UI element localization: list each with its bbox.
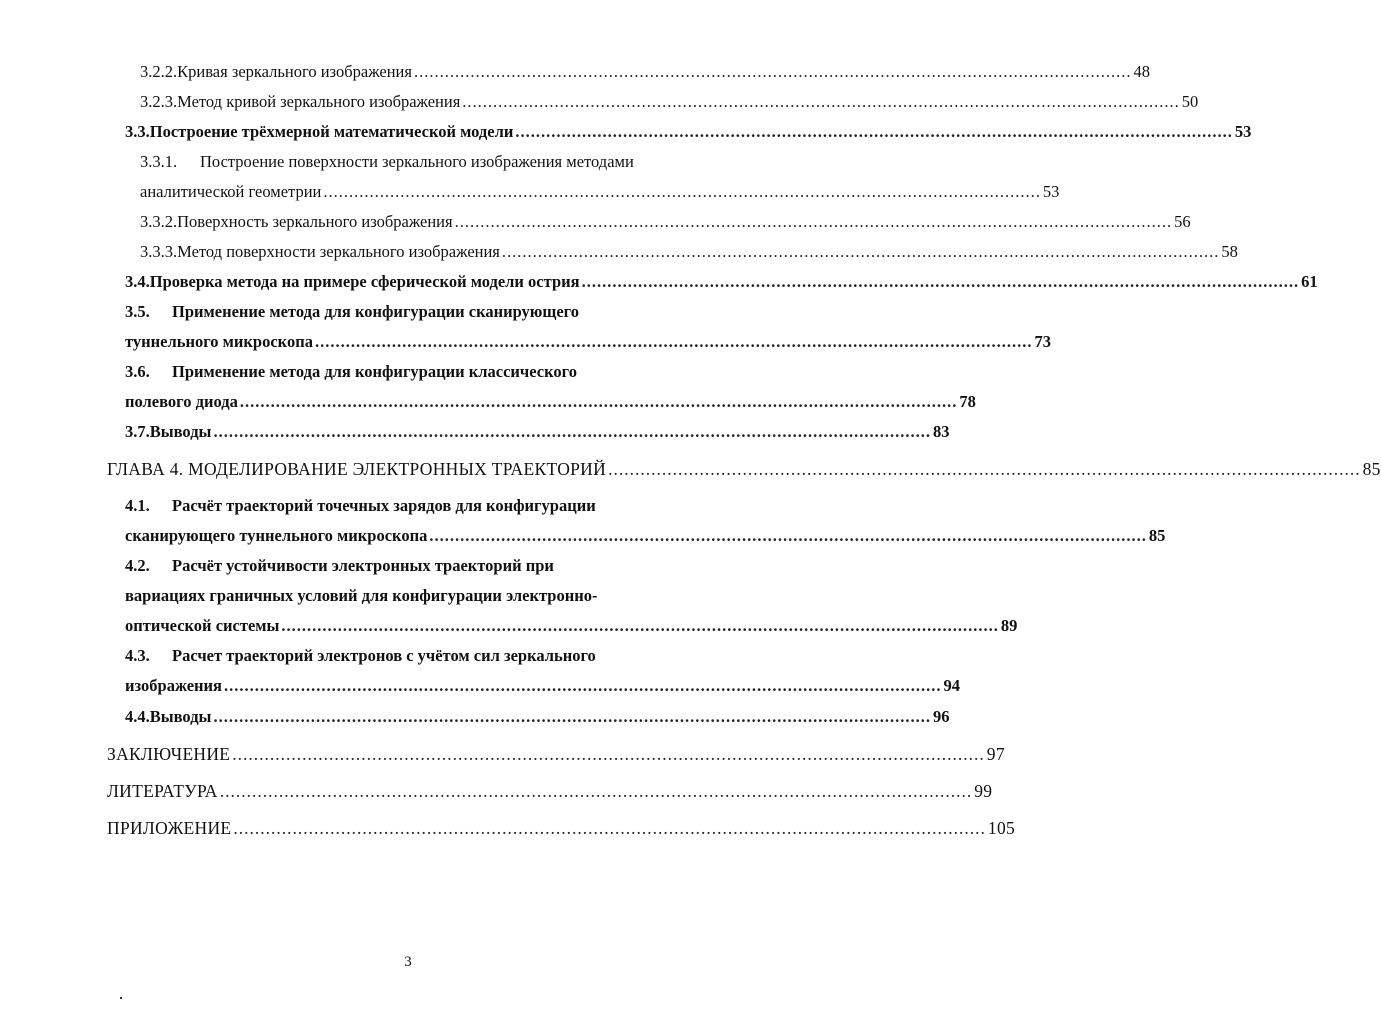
toc-entry-conclusion xyxy=(107,734,1005,764)
toc-entry-3-3-1 xyxy=(140,142,678,172)
toc-number: 3.3.3. xyxy=(140,242,178,261)
toc-number: 3.4. xyxy=(125,272,150,291)
toc-number: 3.6. xyxy=(125,362,150,381)
dot-leader: ............................................................................................................................................ xyxy=(501,242,1220,261)
toc-page: 94 xyxy=(943,676,960,695)
toc-title: ЛИТЕРАТУРА xyxy=(107,781,218,801)
dot-leader: ............................................................................................................................................ xyxy=(515,122,1233,141)
dot-leader: ............................................................................................................................................ xyxy=(314,332,1033,351)
toc-page: 73 xyxy=(1034,332,1051,351)
toc-number: 3.2.2. xyxy=(140,62,178,81)
dot-leader: ............................................................................................................................................ xyxy=(219,781,973,801)
toc-title: полевого диода xyxy=(125,392,238,411)
toc-page: 58 xyxy=(1221,242,1238,261)
toc-page: 48 xyxy=(1133,62,1150,81)
toc-number: 4.4. xyxy=(125,707,150,726)
toc-number: 3.5. xyxy=(125,302,150,321)
toc-title: Расчёт траекторий точечных зарядов для конфигурации xyxy=(172,496,596,515)
toc-title: Применение метода для конфигурации сканирующего xyxy=(172,302,580,321)
toc-entry-4-2-cont2 xyxy=(125,606,1018,636)
toc-title: Выводы xyxy=(149,707,212,726)
dot-leader: ............................................................................................................................................ xyxy=(454,212,1173,231)
toc-page: 56 xyxy=(1174,212,1191,231)
toc-entry-3-6 xyxy=(125,352,678,382)
dot-leader: ............................................................................................................................................ xyxy=(239,392,958,411)
toc-title: туннельного микроскопа xyxy=(125,332,313,351)
toc-page: 53 xyxy=(1234,122,1252,141)
dot-leader: ............................................................................................................................................ xyxy=(233,818,986,838)
toc-entry-4-2 xyxy=(125,546,678,576)
toc-page: 50 xyxy=(1181,92,1199,111)
toc-number: 4.1. xyxy=(125,496,150,515)
toc-entry-3-7 xyxy=(125,412,950,442)
toc-title: ПРИЛОЖЕНИЕ xyxy=(107,818,232,838)
toc-title: сканирующего туннельного микроскопа xyxy=(125,526,428,545)
dot-leader: ............................................................................................................................................ xyxy=(223,676,942,695)
toc-page: 89 xyxy=(1000,616,1018,635)
dot-leader: ............................................................................................................................................ xyxy=(581,272,1300,291)
toc-entry-4-1-cont xyxy=(125,516,1166,546)
dot-leader: ............................................................................................................................................ xyxy=(232,744,985,764)
toc-page: 85 xyxy=(1148,526,1166,545)
toc-entry-3-5-cont xyxy=(125,322,1051,352)
toc-entry-4-1 xyxy=(125,486,678,516)
dot-leader: ............................................................................................................................................ xyxy=(213,422,931,441)
toc-entry-4-4 xyxy=(125,697,950,727)
toc-entry-3-3-3 xyxy=(140,232,1238,262)
toc-number: 3.3. xyxy=(125,122,150,141)
toc-entry-chapter-4 xyxy=(107,449,1381,479)
toc-entry-literature xyxy=(107,771,993,801)
toc-entry-3-6-cont xyxy=(125,382,976,412)
toc-title: Кривая зеркального изображения xyxy=(177,62,412,81)
toc-title: Проверка метода на примере сферической модели острия xyxy=(149,272,580,291)
toc-entry-4-3 xyxy=(125,636,678,666)
toc-page: 97 xyxy=(986,744,1005,764)
dot-leader: ............................................................................................................................................ xyxy=(462,92,1180,111)
toc-title: Построение поверхности зеркального изображения методами xyxy=(200,152,634,171)
toc-title: оптической системы xyxy=(125,616,280,635)
toc-number: 4.3. xyxy=(125,646,150,665)
toc-title: ГЛАВА 4. МОДЕЛИРОВАНИЕ ЭЛЕКТРОННЫХ ТРАЕКТОРИЙ xyxy=(107,459,607,479)
toc-title: ЗАКЛЮЧЕНИЕ xyxy=(107,744,231,764)
toc-title: Применение метода для конфигурации классического xyxy=(172,362,577,381)
scan-speck xyxy=(120,997,122,999)
toc-page: 96 xyxy=(932,707,950,726)
dot-leader: ............................................................................................................................................ xyxy=(281,616,999,635)
toc-title: вариациях граничных условий для конфигурации электронно- xyxy=(125,586,598,605)
dot-leader: ............................................................................................................................................ xyxy=(413,62,1132,81)
toc-entry-3-3 xyxy=(125,112,1252,142)
toc-number: 3.3.1. xyxy=(140,152,178,171)
dot-leader: ............................................................................................................................................ xyxy=(323,182,1041,201)
toc-title: Поверхность зеркального изображения xyxy=(177,212,453,231)
dot-leader: ............................................................................................................................................ xyxy=(608,459,1361,479)
toc-page: 105 xyxy=(987,818,1016,838)
toc-number: 3.2.3. xyxy=(140,92,178,111)
toc-title: аналитической геометрии xyxy=(140,182,322,201)
toc-page: 53 xyxy=(1042,182,1060,201)
toc-title: Метод кривой зеркального изображения xyxy=(177,92,461,111)
toc-entry-4-3-cont xyxy=(125,666,960,696)
toc-entry-4-2-cont1 xyxy=(125,576,678,606)
page-number: 3 xyxy=(404,954,412,970)
toc-title: Построение трёхмерной математической модели xyxy=(149,122,514,141)
dot-leader: ............................................................................................................................................ xyxy=(429,526,1147,545)
toc-title: Метод поверхности зеркального изображения xyxy=(177,242,500,261)
toc-page: 78 xyxy=(959,392,976,411)
toc-page: 61 xyxy=(1301,272,1318,291)
toc-entry-3-2-2 xyxy=(140,52,1150,82)
toc-entry-3-4 xyxy=(125,262,1318,292)
toc-entry-3-3-2 xyxy=(140,202,1191,232)
toc-title: изображения xyxy=(125,676,222,695)
toc-entry-appendix xyxy=(107,808,1016,838)
toc-title: Расчет траекторий электронов с учётом сил зеркального xyxy=(172,646,596,665)
toc-number: 3.3.2. xyxy=(140,212,178,231)
toc-title: Расчёт устойчивости электронных траекторий при xyxy=(172,556,554,575)
toc-number: 4.2. xyxy=(125,556,150,575)
toc-page: 99 xyxy=(974,781,993,801)
toc-page: 83 xyxy=(932,422,950,441)
toc-entry-3-2-3 xyxy=(140,82,1199,112)
dot-leader: ............................................................................................................................................ xyxy=(213,707,931,726)
toc-entry-3-5 xyxy=(125,292,678,322)
toc-page: 85 xyxy=(1362,459,1381,479)
toc-number: 3.7. xyxy=(125,422,150,441)
toc-title: Выводы xyxy=(149,422,212,441)
toc-entry-3-3-1-cont xyxy=(140,172,1060,202)
